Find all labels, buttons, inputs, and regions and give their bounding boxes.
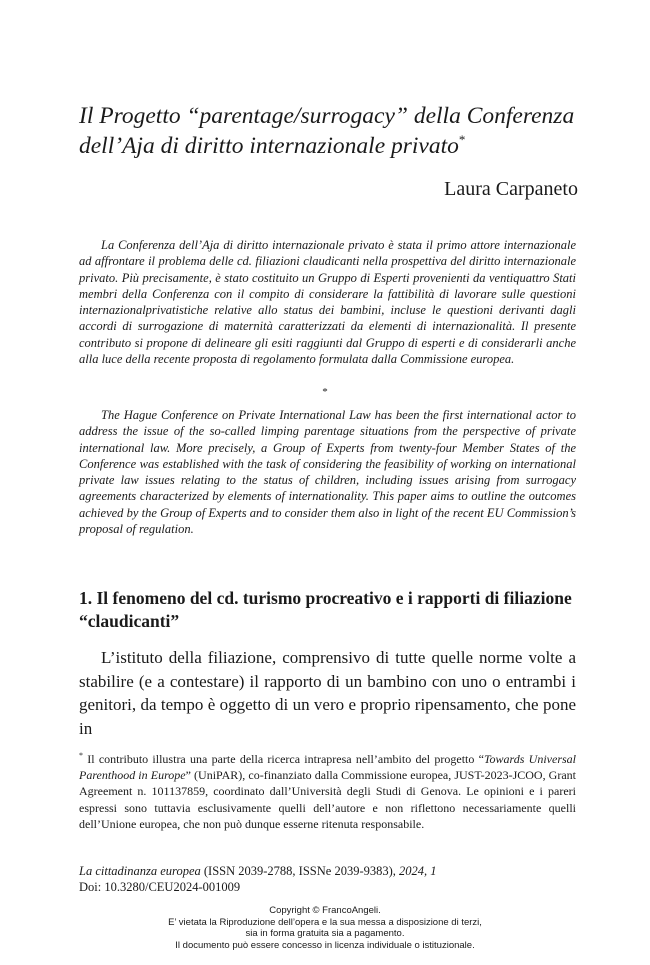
footnote-text-1: Il contributo illustra una parte della ricerca intrapresa nell’ambito del progetto “	[87, 752, 484, 766]
body-paragraph: L’istituto della filiazione, comprensivo di tutte quelle norme volte a stabilire (e a contestare) il rapporto di un bambino con uno o entrambi i genitori, da tempo è oggetto di un vero e proprio ripensamento, che pone in	[79, 648, 576, 738]
copyright-notice	[0, 905, 650, 951]
footnote-mark: *	[79, 751, 83, 760]
copyright-line-4: Il documento può essere concesso in licenza individuale o istituzionale.	[175, 939, 475, 951]
copyright-line-1: Copyright © FrancoAngeli.	[269, 905, 381, 916]
abstract-italian: La Conferenza dell’Aja di diritto internazionale privato è stata il primo attore internazionale ad affrontare il problema delle cd. filiazioni claudicanti nella prospettiva del diritto internazionale privato. Più precisamente, è stato costituito un Gruppo di Esperti provenienti da ventiquattro Stati membri della Conferenza con il compito di considerare la fattibilità di lavorare sulle questioni internazionalprivatistiche relative allo status dei bambini, incluse le questioni derivanti dagli accordi di surrogazione di maternità caratterizzati da elementi di internazionalità. Il presente contributo si propone di delineare gli esiti raggiunti dal Gruppo di esperti e di considerarli anche alla luce della recente proposta di regolamento formulata dalla Commissione europea.	[79, 238, 576, 367]
footnote	[79, 751, 576, 832]
article-title	[79, 101, 589, 161]
footnote-project-name: Towards Universal Parenthood in Europe	[79, 752, 577, 783]
section-heading: 1. Il fenomeno del cd. turismo procreativo e i rapporti di filiazione “claudicanti”	[79, 588, 572, 631]
abstract-english: The Hague Conference on Private International Law has been the first international actor to address the issue of the so-called limping parentage situations from the perspective of private international law. More precisely, a Group of Experts from twenty-four Member States of the Conference was established with the task of considering the feasibility of working on international private law issues relating to the status of children, including issues arising from surrogacy agreements characterized by elements of internationality. This paper aims to outline the outcomes achieved by the Group of Experts and to consider them also in light of the recent EU Commission’s proposal of regulation.	[79, 408, 576, 537]
copyright-line-3: sia in forma gratuita sia a pagamento.	[245, 928, 405, 940]
copyright-line-2: E’ vietata la Riproduzione dell’opera e la sua messa a disposizione di terzi,	[168, 916, 482, 928]
journal-year: 2024, 1	[399, 864, 437, 878]
journal-issn: (ISSN 2039-2788, ISSNe 2039-9383),	[200, 864, 400, 878]
title-text: Il Progetto “parentage/surrogacy” della Conferenza dell’Aja di diritto internazionale privato	[79, 103, 575, 159]
footnote-text-2: ” (UniPAR), co-finanziato dalla Commissione europea, JUST-2023-JCOO, Grant Agreement n. 101137859, coordinato dall’Università degli Studi di Genova. Le opinioni e i pareri espressi sono tuttavia esclusivamente quelli dell’autore e non riflettono necessariamente quelli dell’Unione europea, che non può dunque esserne ritenuta responsabile.	[79, 768, 576, 831]
abstract-separator: *	[322, 386, 328, 398]
title-footnote-mark: *	[458, 132, 466, 148]
author-name: Laura Carpaneto	[444, 178, 578, 200]
doi-line: Doi: 10.3280/CEU2024-001009	[79, 880, 241, 894]
journal-name: La cittadinanza europea	[79, 864, 201, 878]
journal-citation	[79, 864, 437, 880]
